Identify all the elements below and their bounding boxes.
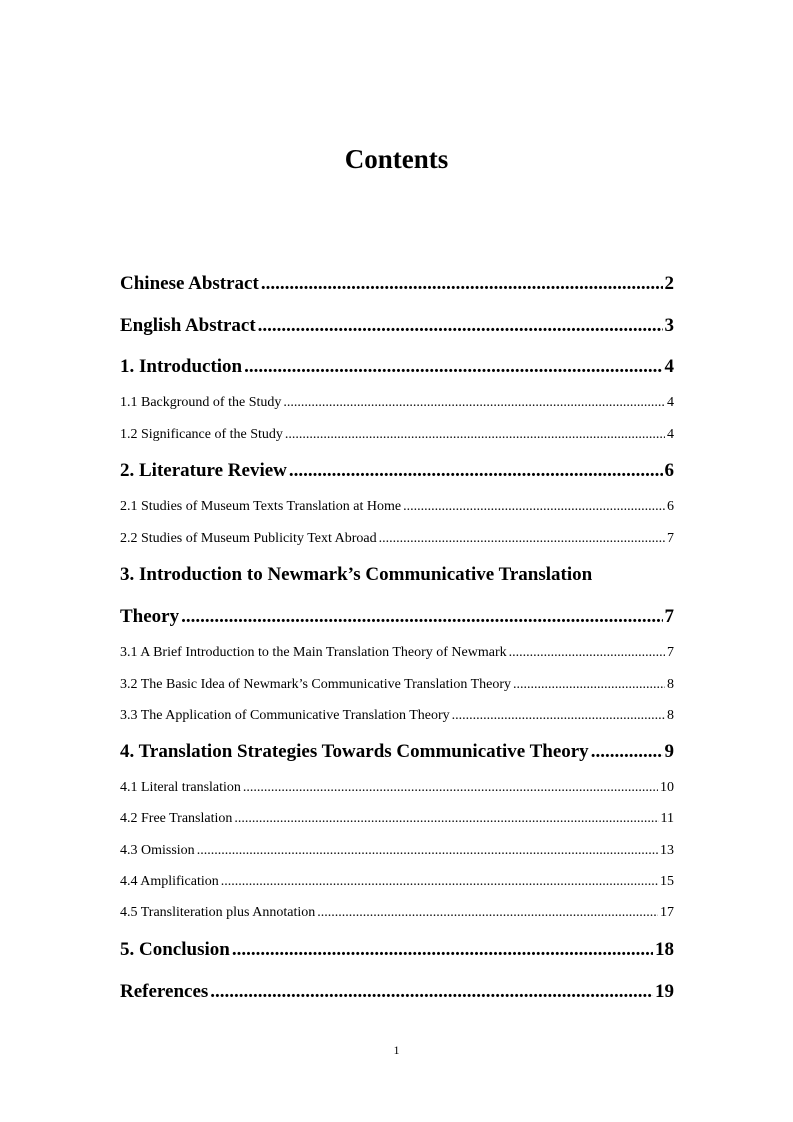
toc-entry-label: 4.1 Literal translation <box>120 780 241 795</box>
dot-leader <box>513 676 665 694</box>
toc-entry-2-2[interactable] <box>120 530 674 548</box>
toc-entry-label: 1.2 Significance of the Study <box>120 427 283 442</box>
toc-entry-literature-review[interactable] <box>120 459 674 483</box>
toc-entry-label: 2.1 Studies of Museum Texts Translation at Home <box>120 499 402 514</box>
toc-entry-page: 2 <box>664 273 674 294</box>
toc-entry-2-1[interactable] <box>120 498 674 516</box>
dot-leader <box>317 904 658 922</box>
dot-leader <box>244 355 662 379</box>
toc-entry-newmark-theory[interactable] <box>120 605 674 629</box>
toc-entry-page: 9 <box>664 741 674 762</box>
toc-entry-3-2[interactable] <box>120 676 674 694</box>
toc-entry-page: 13 <box>660 843 674 858</box>
dot-leader <box>197 842 658 860</box>
page-title: Contents <box>344 144 449 174</box>
toc-entry-page: 19 <box>655 981 674 1002</box>
dot-leader <box>509 644 665 662</box>
dot-leader <box>452 707 665 725</box>
toc-entry-4-5[interactable] <box>120 904 674 922</box>
toc-entry-page: 4 <box>664 356 674 377</box>
toc-entry-page: 7 <box>667 531 674 546</box>
toc-entry-page: 18 <box>655 939 674 960</box>
toc-entry-label: 5. Conclusion <box>120 939 230 960</box>
toc-entry-label: Theory <box>120 606 180 627</box>
toc-entry-label: English Abstract <box>120 315 256 336</box>
toc-entry-page: 8 <box>667 708 674 723</box>
toc-entry-label: 2. Literature Review <box>120 460 287 481</box>
toc-entry-3-3[interactable] <box>120 707 674 725</box>
toc-entry-chinese-abstract[interactable] <box>120 272 674 296</box>
toc-entry-references[interactable] <box>120 980 674 1004</box>
toc-entry-page: 7 <box>664 606 674 627</box>
toc-entry-3-1[interactable] <box>120 644 674 662</box>
toc-entry-conclusion[interactable] <box>120 938 674 962</box>
dot-leader <box>261 272 663 296</box>
dot-leader <box>283 394 665 412</box>
toc-entry-4-2[interactable] <box>120 810 674 828</box>
dot-leader <box>285 426 665 444</box>
toc-entry-page: 6 <box>664 460 674 481</box>
toc-entry-page: 8 <box>667 677 674 692</box>
toc-entry-label: 4.2 Free Translation <box>120 811 233 826</box>
toc-entry-1-2[interactable] <box>120 426 674 444</box>
toc-entry-introduction[interactable] <box>120 355 674 379</box>
dot-leader <box>181 605 662 629</box>
toc-entry-1-1[interactable] <box>120 394 674 412</box>
toc-entry-label: 4. Translation Strategies Towards Communicative Theory <box>120 741 589 762</box>
toc-entry-3-first-line[interactable]: 3. Introduction to Newmark’s Communicative Translation <box>120 564 593 585</box>
dot-leader <box>258 314 663 338</box>
toc-entry-label: 1.1 Background of the Study <box>120 395 282 410</box>
toc-entry-4-3[interactable] <box>120 842 674 860</box>
toc-entry-label: 1. Introduction <box>120 356 243 377</box>
toc-entry-label: 3.1 A Brief Introduction to the Main Translation Theory of Newmark <box>120 645 507 660</box>
toc-entry-label: Chinese Abstract <box>120 273 259 294</box>
toc-entry-page: 11 <box>660 811 674 826</box>
toc-entry-label: 2.2 Studies of Museum Publicity Text Abroad <box>120 531 377 546</box>
toc-entry-english-abstract[interactable] <box>120 314 674 338</box>
toc-entry-translation-strategies[interactable] <box>120 740 674 764</box>
dot-leader <box>210 980 653 1004</box>
dot-leader <box>591 740 663 764</box>
toc-entry-4-1[interactable] <box>120 779 674 797</box>
toc-entry-label: 4.4 Amplification <box>120 874 219 889</box>
toc-entry-page: 3 <box>664 315 674 336</box>
toc-entry-label: 4.5 Transliteration plus Annotation <box>120 905 316 920</box>
dot-leader <box>289 459 663 483</box>
toc-entry-page: 15 <box>660 874 674 889</box>
toc-entry-page: 4 <box>667 395 674 410</box>
toc-entry-page: 10 <box>660 780 674 795</box>
toc-entry-label: 3.2 The Basic Idea of Newmark’s Communicative Translation Theory <box>120 677 512 692</box>
page-number: 1 <box>393 1043 400 1057</box>
toc-entry-page: 4 <box>667 427 674 442</box>
dot-leader <box>232 938 653 962</box>
dot-leader <box>221 873 658 891</box>
toc-entry-page: 17 <box>660 905 674 920</box>
toc-entry-label: 4.3 Omission <box>120 843 195 858</box>
toc-entry-4-4[interactable] <box>120 873 674 891</box>
toc-entry-page: 6 <box>667 499 674 514</box>
toc-entry-page: 7 <box>667 645 674 660</box>
toc-entry-label: References <box>120 981 209 1002</box>
toc-entry-label: 3.3 The Application of Communicative Translation Theory <box>120 708 450 723</box>
dot-leader <box>403 498 665 516</box>
dot-leader <box>379 530 665 548</box>
dot-leader <box>243 779 658 797</box>
dot-leader <box>234 810 658 828</box>
